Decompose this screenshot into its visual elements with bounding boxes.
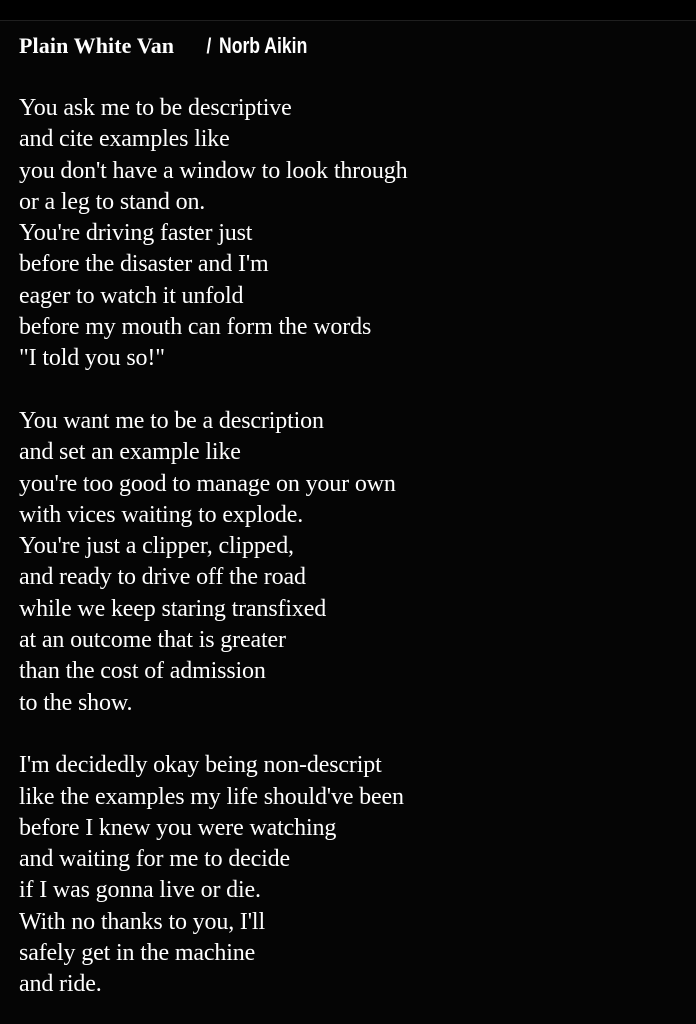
poem-body <box>19 93 679 1001</box>
poem-line: than the cost of admission <box>19 658 266 685</box>
poem-title: Plain White Van <box>19 33 175 58</box>
title-author-separator: / <box>206 35 212 58</box>
poem-line: if I was gonna live or die. <box>19 877 261 904</box>
poem-line: before I knew you were watching <box>19 814 337 841</box>
stanza-2 <box>19 406 679 719</box>
stanza-3 <box>19 750 679 1000</box>
poem-line: and set an example like <box>19 439 241 466</box>
poem-line: at an outcome that is greater <box>19 627 286 654</box>
poem-line: before the disaster and I'm <box>19 251 269 278</box>
poem-line: you're too good to manage on your own <box>19 470 396 497</box>
poem-line: You ask me to be descriptive <box>19 95 292 121</box>
poem-line: and ready to drive off the road <box>19 564 306 591</box>
status-bar-area <box>0 0 696 21</box>
stanza-1 <box>19 93 679 375</box>
poem-line: and ride. <box>19 971 102 998</box>
poem-author: Norb Aikin <box>219 33 308 58</box>
poem-line: eager to watch it unfold <box>19 282 244 309</box>
poem-line: I'm decidedly okay being non-descript <box>19 752 382 779</box>
poem-line: like the examples my life should've been <box>19 783 404 810</box>
poem-page <box>0 21 696 1024</box>
poem-line: "I told you so!" <box>19 345 165 372</box>
poem-line: and cite examples like <box>19 126 230 153</box>
poem-line: or a leg to stand on. <box>19 188 206 215</box>
poem-line: with vices waiting to explode. <box>19 501 304 528</box>
poem-line: to the show. <box>19 689 133 716</box>
poem-line: while we keep staring transfixed <box>19 595 327 622</box>
poem-line: before my mouth can form the words <box>19 314 372 341</box>
poem-line: and waiting for me to decide <box>19 846 291 873</box>
poem-header <box>19 33 329 63</box>
poem-line: With no thanks to you, I'll <box>19 908 265 935</box>
poem-line: You're just a clipper, clipped, <box>19 533 294 560</box>
poem-line: you don't have a window to look through <box>19 157 408 184</box>
poem-line: You want me to be a description <box>19 407 324 434</box>
poem-line: safely get in the machine <box>19 940 256 967</box>
poem-line: You're driving faster just <box>19 220 253 247</box>
